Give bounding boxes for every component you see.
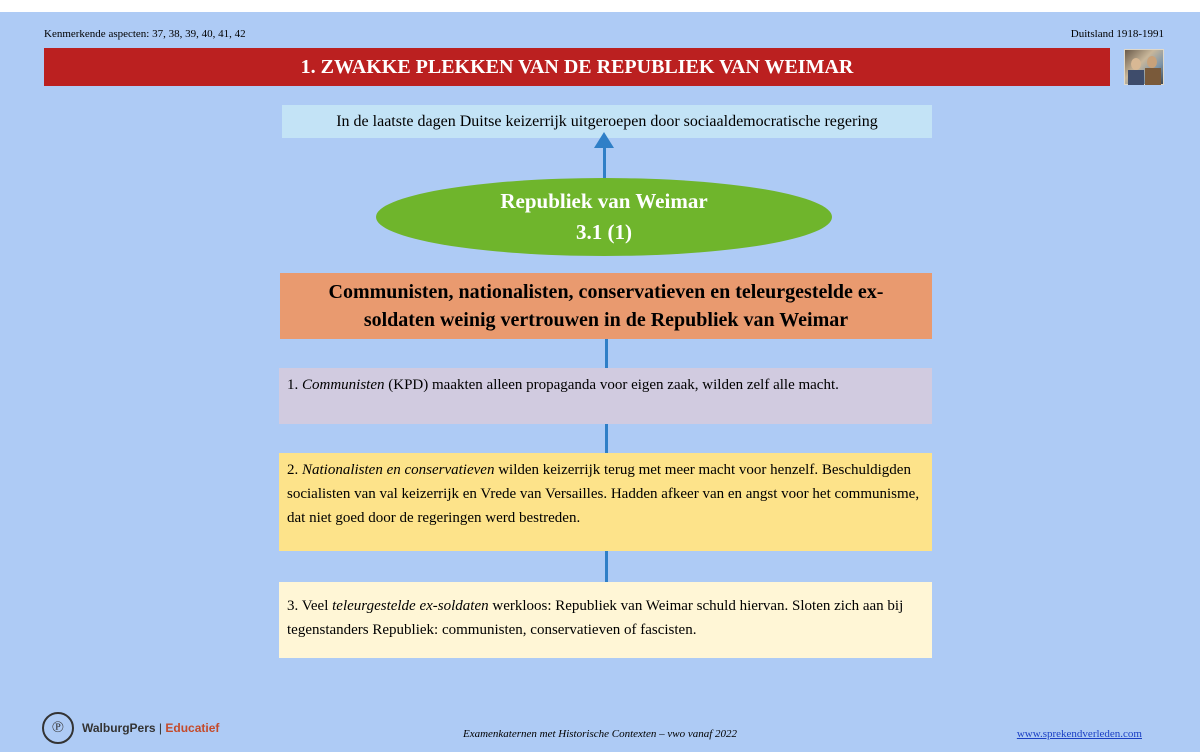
ellipse-title: Republiek van Weimar xyxy=(500,189,708,213)
ellipse-subtitle: 3.1 (1) xyxy=(576,220,632,244)
point-subject: Nationalisten en conservatieven xyxy=(302,462,495,478)
kenmerkende-aspecten-label: Kenmerkende aspecten: 37, 38, 39, 40, 41, 42 xyxy=(44,28,246,40)
website-link[interactable]: www.sprekendverleden.com xyxy=(1016,728,1142,740)
title-bar xyxy=(44,48,1110,86)
logo-text: WalburgPers | Educatief xyxy=(82,721,220,735)
connector-line xyxy=(605,339,608,368)
period-label: Duitsland 1918-1991 xyxy=(1070,28,1164,40)
walburgpers-logo-icon: ℗ xyxy=(42,712,74,744)
up-arrow-icon xyxy=(594,132,614,148)
page-title: 1. ZWAKKE PLEKKEN VAN DE REPUBLIEK VAN WEIMAR xyxy=(300,55,854,78)
point-text: werkloos: Republiek van Weimar schuld hiervan. Sloten zich aan bij tegenstanders Republiek: communisten, conservatieven of fascisten. xyxy=(287,598,904,638)
footer-caption: Examenkaternen met Historische Contexten – vwo vanaf 2022 xyxy=(462,728,738,740)
top-context-text: In de laatste dagen Duitse keizerrijk uitgeroepen door sociaaldemocratische regering xyxy=(336,112,878,130)
point-text: (KPD) maakten alleen propaganda voor eigen zaak, wilden zelf alle macht. xyxy=(384,377,839,393)
point-box-nationalisten xyxy=(279,453,932,551)
point-prefix: 1. xyxy=(287,377,302,393)
main-statement-text: Communisten, nationalisten, conservatieven en teleurgestelde ex-soldaten weinig vertrouwen in de Republiek van Weimar xyxy=(328,281,884,331)
point-text: wilden keizerrijk terug met meer macht voor henzelf. Beschuldigden socialisten van val keizerrijk en Vrede van Versailles. Hadden afkeer van en angst voor het communisme, dat niet goed door de regeringen werd bestreden. xyxy=(287,462,920,526)
connector-line xyxy=(605,551,608,582)
point-prefix: 3. Veel xyxy=(287,598,333,614)
historical-photo-thumbnail xyxy=(1124,49,1164,85)
point-prefix: 2. xyxy=(287,462,302,478)
point-subject: teleurgestelde ex-soldaten xyxy=(332,598,489,614)
point-box-communisten xyxy=(279,368,932,424)
connector-line xyxy=(605,424,608,453)
point-subject: Communisten xyxy=(302,377,385,393)
central-ellipse xyxy=(376,178,832,256)
main-statement-box xyxy=(280,273,932,339)
point-box-ex-soldaten xyxy=(279,582,932,658)
